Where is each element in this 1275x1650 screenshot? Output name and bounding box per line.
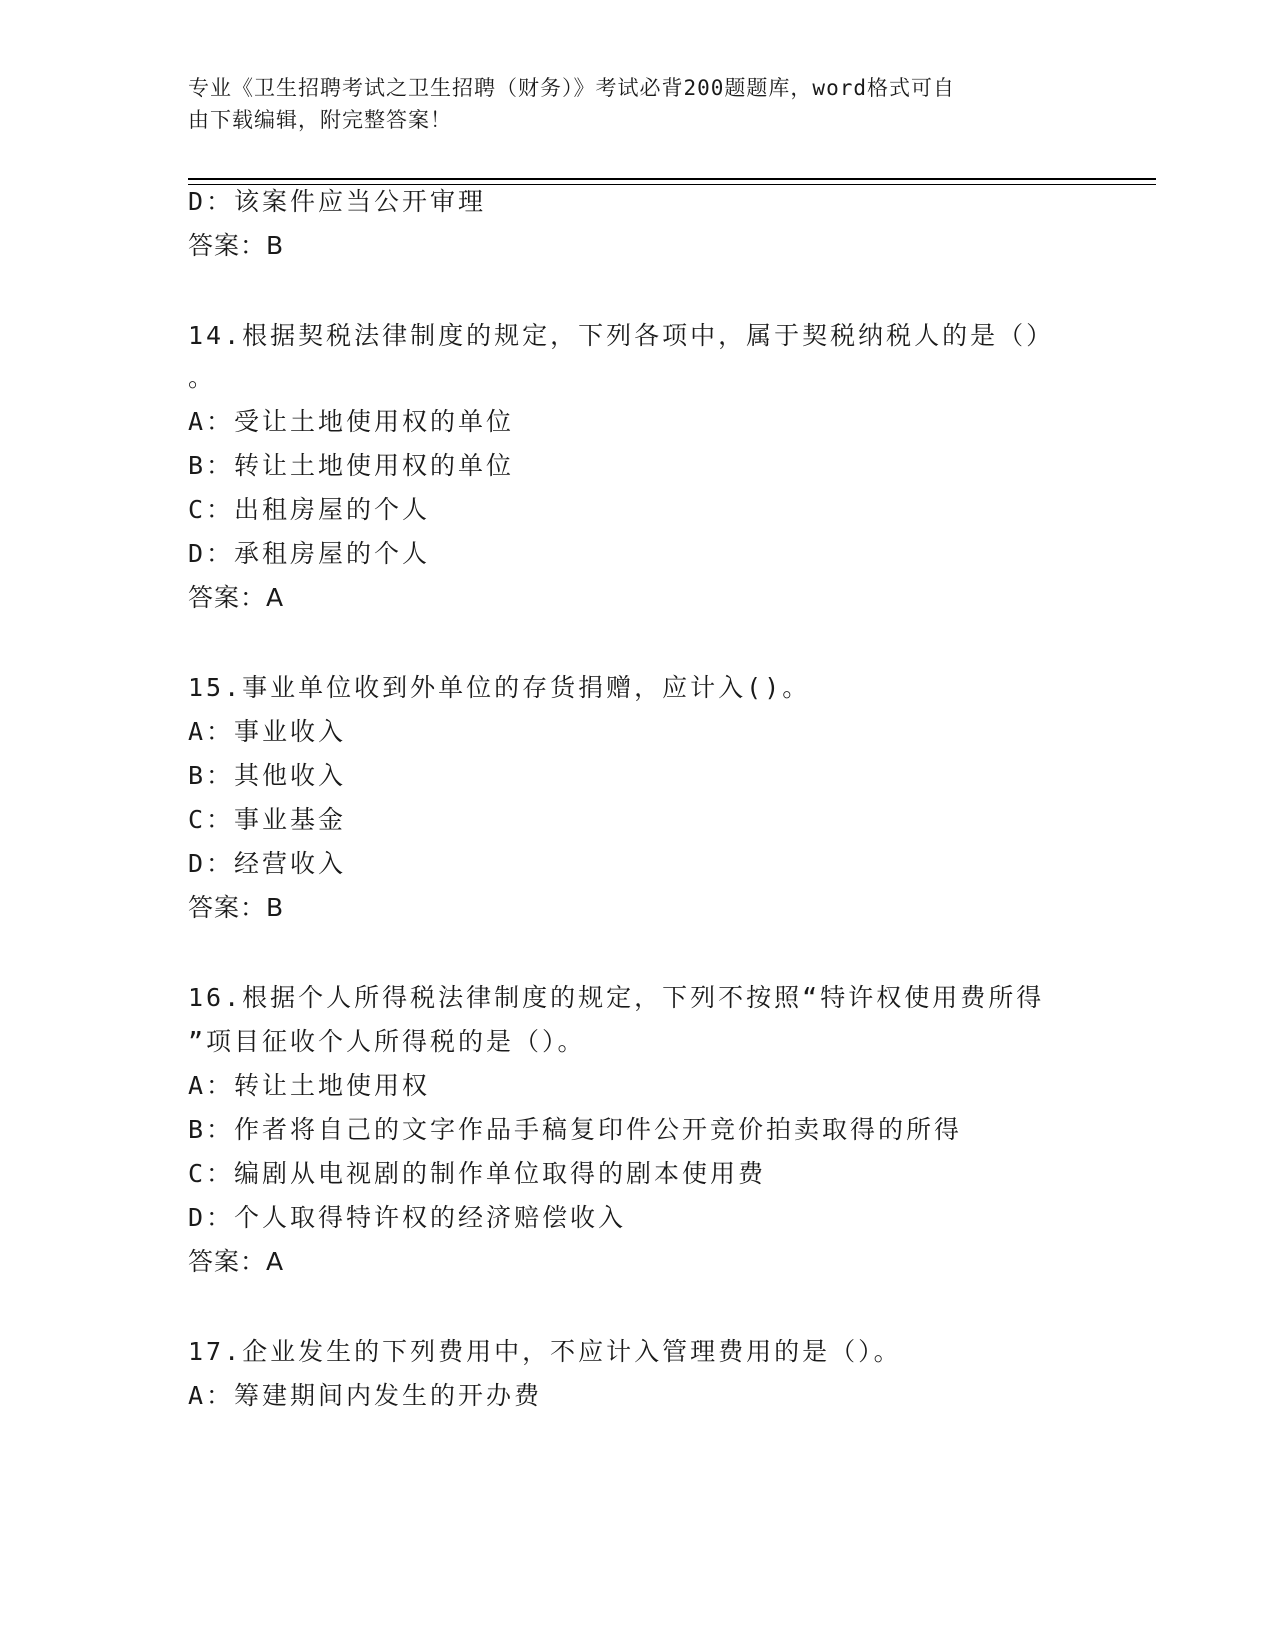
- option-d: D：承租房屋的个人: [188, 539, 431, 568]
- option-a: A：受让土地使用权的单位: [188, 407, 515, 436]
- answer: 答案：A: [188, 583, 285, 612]
- question-stem: 17.企业发生的下列费用中，不应计入管理费用的是（）。: [188, 1337, 902, 1366]
- option-b: B：其他收入: [188, 761, 347, 790]
- question-stem-cont: 。: [188, 363, 217, 392]
- answer: 答案：A: [188, 1247, 285, 1276]
- option-d: D：经营收入: [188, 849, 347, 878]
- question-stem-cont: ”项目征收个人所得税的是（）。: [188, 1027, 586, 1056]
- option-c: C：编剧从电视剧的制作单位取得的剧本使用费: [188, 1159, 767, 1188]
- option-d: D：个人取得特许权的经济赔偿收入: [188, 1203, 627, 1232]
- option-b: B：转让土地使用权的单位: [188, 451, 515, 480]
- option-b: B：作者将自己的文字作品手稿复印件公开竞价拍卖取得的所得: [188, 1115, 963, 1144]
- question-stem: 14.根据契税法律制度的规定，下列各项中，属于契税纳税人的是（）: [188, 321, 1055, 350]
- header-line-1: 专业《卫生招聘考试之卫生招聘（财务）》考试必背200题题库，word格式可自: [188, 76, 955, 100]
- option-a: A：事业收入: [188, 717, 347, 746]
- option-c: C：出租房屋的个人: [188, 495, 431, 524]
- answer: 答案：B: [188, 893, 285, 922]
- answer: 答案：B: [188, 231, 285, 260]
- question-stem: 16.根据个人所得税法律制度的规定，下列不按照“特许权使用费所得: [188, 983, 1045, 1012]
- option-a: A：筹建期间内发生的开办费: [188, 1381, 543, 1410]
- header-line-2: 由下载编辑，附完整答案！: [188, 108, 452, 132]
- document-header: [188, 72, 1068, 136]
- option-a: A：转让土地使用权: [188, 1071, 431, 1100]
- option-d: D：该案件应当公开审理: [188, 187, 487, 216]
- option-c: C：事业基金: [188, 805, 347, 834]
- header-divider: [188, 178, 1156, 180]
- question-stem: 15.事业单位收到外单位的存货捐赠，应计入()。: [188, 673, 811, 702]
